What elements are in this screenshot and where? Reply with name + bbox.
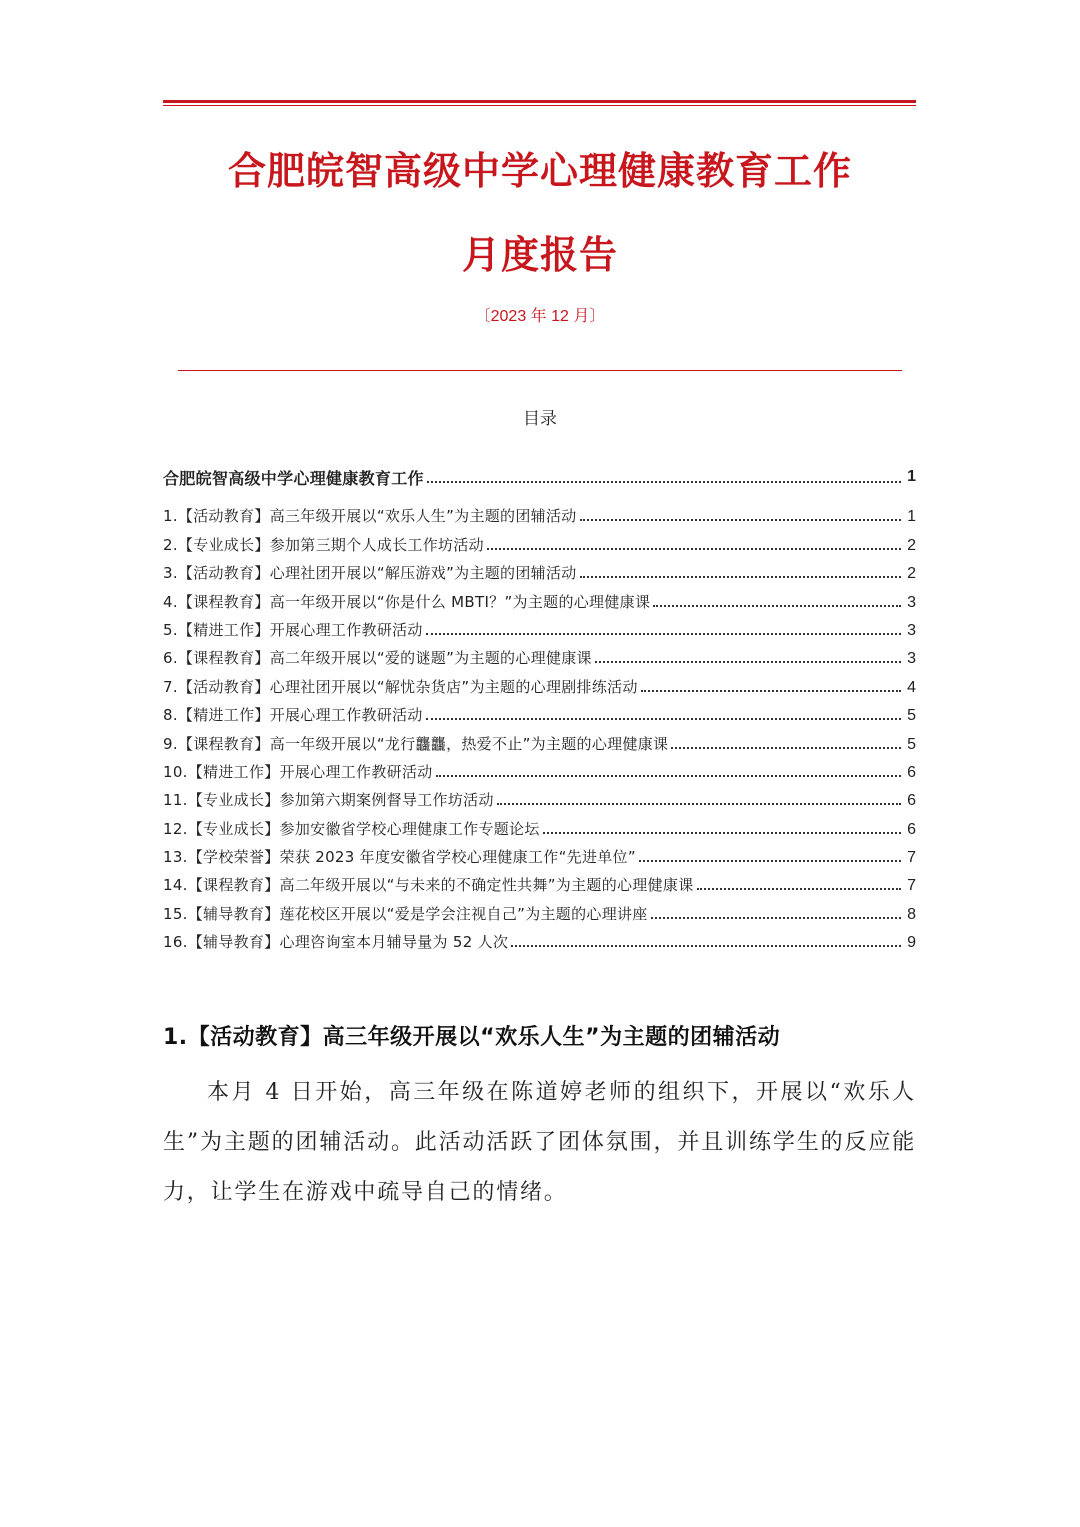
toc-entry-label: 3.【活动教育】心理社团开展以“解压游戏”为主题的团辅活动: [163, 564, 577, 583]
toc-entry-page: 6: [907, 820, 916, 838]
toc-entry[interactable]: [163, 867, 916, 895]
toc-entry-label: 7.【活动教育】心理社团开展以“解忧杂货店”为主题的心理剧排练活动: [163, 677, 638, 696]
toc-entry[interactable]: [163, 640, 916, 668]
toc-entry-page: 1: [907, 508, 916, 526]
toc-entry[interactable]: [163, 697, 916, 725]
toc-entry-label: 11.【专业成长】参加第六期案例督导工作坊活动: [163, 791, 494, 810]
toc-entry[interactable]: [163, 810, 916, 838]
toc-entry-page: 4: [907, 678, 916, 696]
toc-leader-dots: [497, 803, 901, 805]
toc-heading: 目录: [523, 409, 557, 429]
toc-entry-page: 5: [907, 735, 916, 753]
toc-entry-page: 9: [907, 934, 916, 952]
report-title-line1: 合肥皖智高级中学心理健康教育工作: [227, 148, 852, 193]
toc-entry[interactable]: [163, 668, 916, 696]
table-of-contents: [163, 456, 916, 952]
toc-leader-dots: [580, 519, 901, 521]
toc-entry[interactable]: [163, 754, 916, 782]
toc-entry[interactable]: [163, 498, 916, 526]
toc-leader-dots: [436, 775, 901, 777]
toc-leader-dots: [426, 718, 901, 720]
toc-entry-page: 6: [907, 763, 916, 781]
toc-entry-label: 9.【课程教育】高一年级开展以“龙行龘龘，热爱不止”为主题的心理健康课: [163, 734, 669, 753]
toc-leader-dots: [511, 945, 901, 947]
toc-entry-label: 14.【课程教育】高二年级开展以“与未来的不确定性共舞”为主题的心理健康课: [163, 876, 694, 895]
toc-entry-list: [163, 498, 916, 952]
report-date: 〔2023 年 12 月〕: [474, 308, 606, 325]
toc-entry[interactable]: [163, 895, 916, 923]
toc-entry-page: 3: [907, 650, 916, 668]
toc-entry-page: 6: [907, 792, 916, 810]
toc-entry-label: 6.【课程教育】高二年级开展以“爱的谜题”为主题的心理健康课: [163, 649, 592, 668]
toc-entry-label: 4.【课程教育】高一年级开展以“你是什么 MBTI？”为主题的心理健康课: [163, 592, 651, 611]
toc-main-entry[interactable]: [163, 456, 916, 498]
section-title: 1.【活动教育】高三年级开展以“欢乐人生”为主题的团辅活动: [163, 1025, 781, 1050]
toc-leader-dots: [580, 576, 901, 578]
toc-entry-label: 8.【精进工作】开展心理工作教研活动: [163, 706, 423, 725]
toc-entry-label: 13.【学校荣誉】荣获 2023 年度安徽省学校心理健康工作“先进单位”: [163, 848, 636, 867]
toc-entry-page: 2: [907, 536, 916, 554]
toc-entry[interactable]: [163, 612, 916, 640]
toc-entry-page: 7: [907, 877, 916, 895]
toc-leader-dots: [671, 747, 901, 749]
header-rule-thin: [163, 105, 916, 106]
toc-entry-label: 2.【专业成长】参加第三期个人成长工作坊活动: [163, 535, 484, 554]
toc-entry[interactable]: [163, 583, 916, 611]
toc-entry[interactable]: [163, 725, 916, 753]
toc-entry-label: 10.【精进工作】开展心理工作教研活动: [163, 762, 433, 781]
toc-leader-dots: [426, 633, 901, 635]
toc-entry-label: 12.【专业成长】参加安徽省学校心理健康工作专题论坛: [163, 819, 540, 838]
header-divider: [178, 370, 902, 371]
header-rule-thick: [163, 100, 916, 103]
toc-leader-dots: [641, 690, 901, 692]
toc-entry-label: 合肥皖智高级中学心理健康教育工作: [163, 468, 424, 488]
toc-entry[interactable]: [163, 526, 916, 554]
toc-entry-label: 15.【辅导教育】莲花校区开展以“爱是学会注视自己”为主题的心理讲座: [163, 904, 648, 923]
toc-leader-dots: [653, 605, 901, 607]
toc-entry-page: 8: [907, 905, 916, 923]
toc-entry[interactable]: [163, 924, 916, 952]
toc-entry-page: 2: [907, 565, 916, 583]
toc-entry-label: 16.【辅导教育】心理咨询室本月辅导量为 52 人次: [163, 933, 509, 952]
toc-leader-dots: [543, 832, 901, 834]
report-title-line2: 月度报告: [461, 232, 618, 277]
toc-entry-page: 1: [907, 468, 916, 485]
toc-entry-label: 5.【精进工作】开展心理工作教研活动: [163, 620, 423, 639]
toc-entry-page: 3: [907, 593, 916, 611]
toc-leader-dots: [639, 860, 901, 862]
toc-leader-dots: [697, 888, 902, 890]
toc-leader-dots: [595, 661, 901, 663]
toc-leader-dots: [651, 917, 901, 919]
toc-entry-page: 3: [907, 621, 916, 639]
section-body: 本月 4 日开始，高三年级在陈道婷老师的组织下，开展以“欢乐人生”为主题的团辅活动。此活动活跃了团体氛围，并且训练学生的反应能力，让学生在游戏中疏导自己的情绪。: [163, 1080, 916, 1205]
toc-leader-dots: [487, 548, 901, 550]
toc-entry[interactable]: [163, 555, 916, 583]
toc-entry[interactable]: [163, 782, 916, 810]
toc-entry-page: 7: [907, 849, 916, 867]
toc-leader-dots: [427, 481, 901, 483]
toc-entry-label: 1.【活动教育】高三年级开展以“欢乐人生”为主题的团辅活动: [163, 507, 577, 526]
toc-entry[interactable]: [163, 839, 916, 867]
toc-entry-page: 5: [907, 707, 916, 725]
